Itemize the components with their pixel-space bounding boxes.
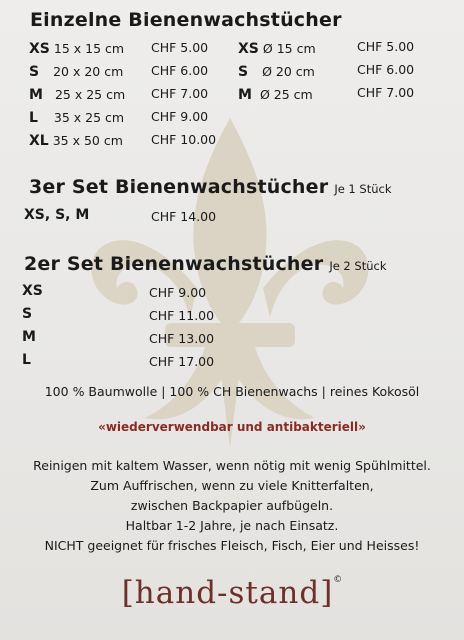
instruction-line: NICHT geeignet für frisches Fleisch, Fisch, Eier und Heisses!	[44, 538, 420, 553]
size-label: S	[238, 64, 249, 80]
size-label: L	[29, 110, 38, 126]
set3-title: 3er Set Bienenwachstücher	[29, 176, 329, 198]
list-item	[29, 38, 124, 57]
set2-heading	[24, 253, 387, 275]
materials-line: 100 % Baumwolle | 100 % CH Bienenwachs | reines Kokosöl	[44, 384, 420, 399]
list-item	[238, 38, 316, 57]
price: CHF 6.00	[151, 63, 209, 78]
set2-title: 2er Set Bienenwachstücher	[24, 253, 324, 275]
set3-note: Je 1 Stück	[334, 182, 392, 196]
size-label: XL	[29, 133, 49, 149]
brand-logo: [hand-stand]©	[121, 575, 343, 611]
size-label: M	[22, 329, 36, 345]
list-item	[29, 107, 124, 126]
price: CHF 10.00	[151, 132, 217, 147]
dimension: 20 x 20 cm	[53, 64, 124, 79]
size-label: S	[22, 306, 33, 322]
dimension: 15 x 15 cm	[53, 41, 125, 56]
set3-heading	[29, 176, 392, 198]
list-item	[238, 61, 315, 80]
size-label: M	[238, 87, 252, 103]
list-item	[238, 84, 313, 103]
tagline: «wiederverwendbar und antibakteriell»	[98, 420, 366, 434]
instruction-line: Zum Auffrischen, wenn zu viele Knitterfalten,	[90, 478, 374, 493]
dimension: 25 x 25 cm	[54, 87, 126, 102]
list-item	[29, 84, 125, 103]
dimension: Ø 15 cm	[262, 41, 316, 56]
instruction-line: zwischen Backpapier aufbügeln.	[130, 498, 334, 513]
size-label: XS	[29, 41, 50, 57]
price: CHF 11.00	[149, 308, 215, 323]
size-label: M	[29, 87, 43, 103]
set2-note: Je 2 Stück	[329, 259, 387, 273]
size-label: L	[22, 352, 31, 368]
price: CHF 13.00	[149, 331, 215, 346]
single-title: Einzelne Bienenwachstücher	[30, 9, 342, 31]
price: CHF 5.00	[357, 39, 415, 54]
dimension: Ø 25 cm	[259, 87, 313, 102]
price: CHF 5.00	[151, 40, 209, 55]
price: CHF 7.00	[151, 86, 209, 101]
size-label: XS	[238, 41, 259, 57]
instructions-block	[0, 456, 464, 556]
dimension: 35 x 50 cm	[52, 133, 123, 148]
size-label: XS	[22, 283, 43, 299]
dimension: Ø 20 cm	[262, 64, 315, 79]
price: CHF 17.00	[149, 354, 215, 369]
instruction-line: Haltbar 1-2 Jahre, je nach Einsatz.	[125, 518, 339, 533]
price: CHF 7.00	[357, 85, 415, 100]
price: CHF 9.00	[149, 285, 207, 300]
size-label: XS, S, M	[24, 207, 90, 223]
list-item	[29, 61, 123, 80]
price: CHF 6.00	[357, 62, 415, 77]
price: CHF 14.00	[151, 209, 217, 224]
list-item	[29, 130, 123, 149]
brand-name: hand-stand	[134, 575, 321, 611]
copyright-mark: ©	[333, 575, 343, 585]
size-label: S	[29, 64, 40, 80]
instruction-line: Reinigen mit kaltem Wasser, wenn nötig mit wenig Spühlmittel.	[33, 458, 431, 473]
dimension: 35 x 25 cm	[53, 110, 125, 125]
price: CHF 9.00	[151, 109, 209, 124]
